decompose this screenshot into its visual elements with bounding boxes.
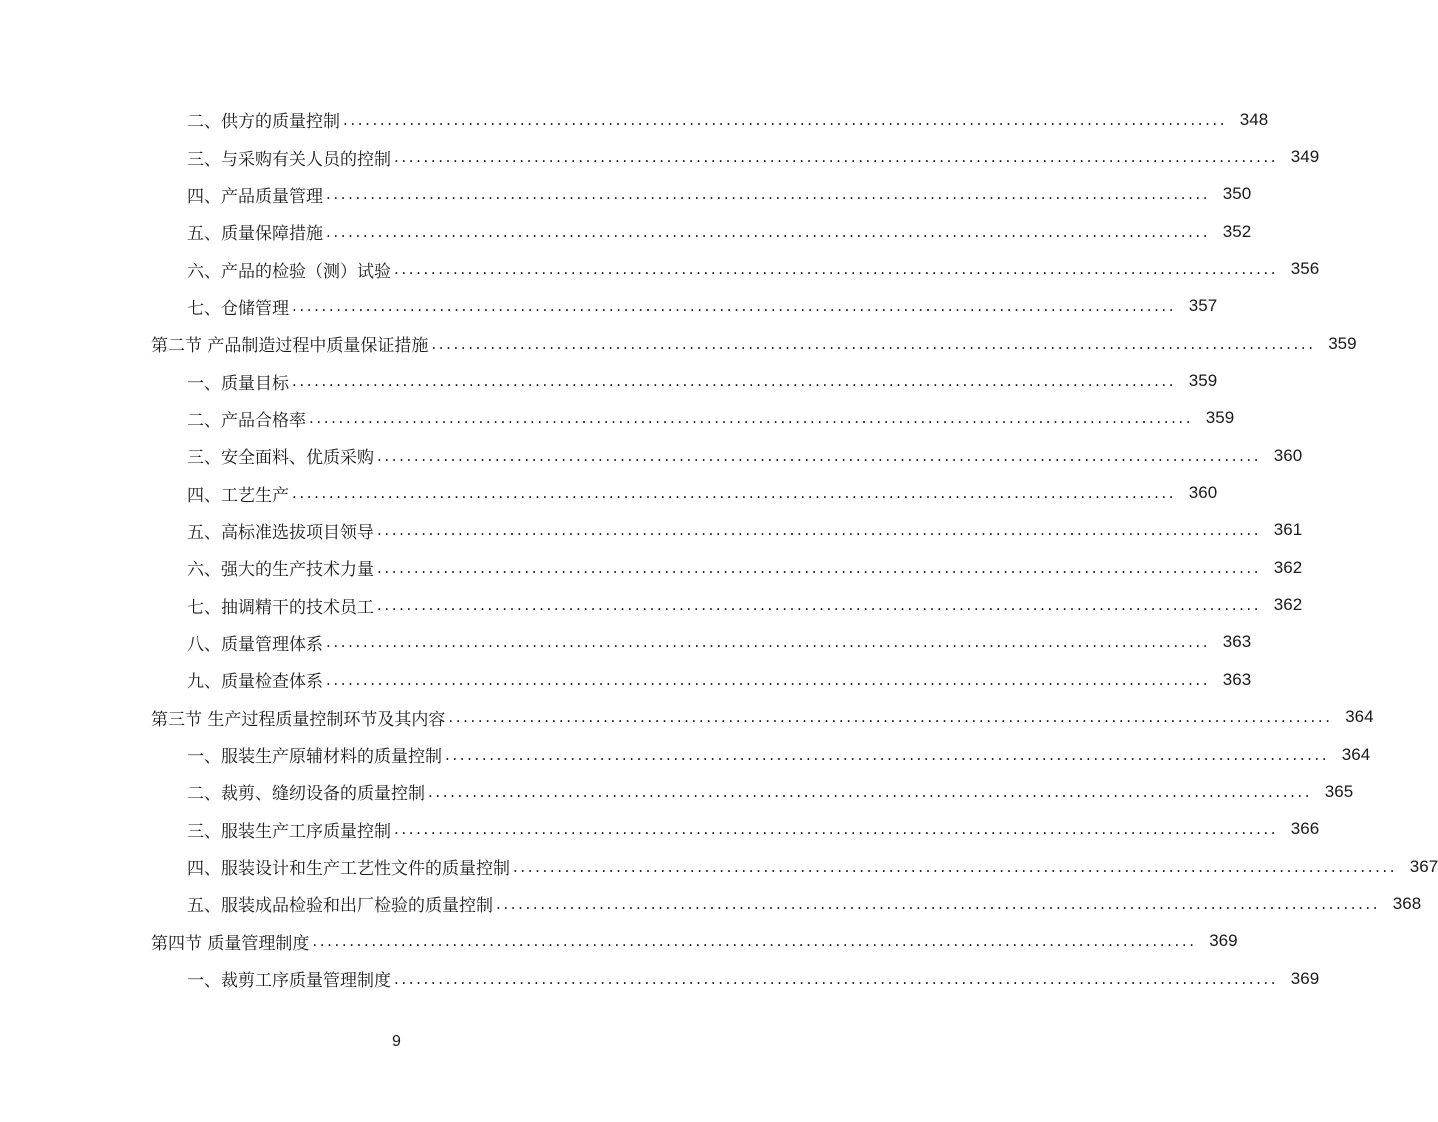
toc-entry-page: 360 bbox=[1273, 445, 1303, 465]
toc-leader-dots: ........................................................................................................................ bbox=[292, 297, 1177, 316]
toc-entry-page: 361 bbox=[1273, 520, 1303, 540]
toc-leader-dots: ........................................................................................................................ bbox=[431, 334, 1316, 353]
toc-entry-page: 359 bbox=[1205, 408, 1235, 428]
toc-entry-title: 五、质量保障措施 bbox=[187, 224, 323, 245]
toc-leader-dots: ........................................................................................................................ bbox=[394, 260, 1279, 279]
toc-entry-page: 363 bbox=[1222, 632, 1252, 652]
toc-entry-title: 二、裁剪、缝纫设备的质量控制 bbox=[187, 784, 425, 805]
toc-entry-title: 九、质量检查体系 bbox=[187, 672, 323, 693]
toc-item-entry[interactable] bbox=[0, 101, 1269, 138]
toc-leader-dots: ........................................................................................................................ bbox=[326, 633, 1211, 652]
toc-entry-page: 364 bbox=[1345, 707, 1374, 727]
toc-item-entry[interactable] bbox=[0, 512, 1303, 549]
toc-item-entry[interactable] bbox=[0, 773, 1354, 810]
toc-leader-dots: ........................................................................................................................ bbox=[448, 708, 1333, 727]
toc-item-entry[interactable] bbox=[0, 736, 1371, 773]
toc-entry-title: 三、服装生产工序质量控制 bbox=[187, 821, 391, 842]
toc-entry-page: 348 bbox=[1239, 109, 1269, 129]
toc-leader-dots: ........................................................................................................................ bbox=[394, 820, 1279, 839]
toc-entry-page: 356 bbox=[1290, 259, 1320, 279]
toc-entry-page: 349 bbox=[1290, 147, 1320, 167]
toc-leader-dots: ........................................................................................................................ bbox=[326, 185, 1211, 204]
toc-leader-dots: ........................................................................................................................ bbox=[377, 446, 1262, 465]
toc-leader-dots: ........................................................................................................................ bbox=[292, 372, 1177, 391]
toc-leader-dots: ........................................................................................................................ bbox=[292, 484, 1177, 503]
toc-entry-title: 一、服装生产原辅材料的质量控制 bbox=[187, 747, 442, 768]
toc-item-entry[interactable] bbox=[0, 213, 1252, 250]
toc-leader-dots: ........................................................................................................................ bbox=[326, 670, 1211, 689]
toc-entry-title: 四、产品质量管理 bbox=[187, 186, 323, 207]
toc-entry-page: 363 bbox=[1222, 669, 1252, 689]
toc-entry-title: 六、强大的生产技术力量 bbox=[187, 560, 374, 581]
toc-entry-title: 五、高标准选拔项目领导 bbox=[187, 522, 374, 543]
toc-entry-page: 367 bbox=[1409, 856, 1438, 876]
toc-entry-title: 四、服装设计和生产工艺性文件的质量控制 bbox=[187, 859, 510, 880]
toc-entry-page: 360 bbox=[1188, 483, 1218, 503]
toc-item-entry[interactable] bbox=[0, 437, 1303, 474]
toc-section-entry[interactable] bbox=[0, 923, 1238, 960]
toc-entry-page: 365 bbox=[1324, 781, 1354, 801]
toc-entry-page: 366 bbox=[1290, 819, 1320, 839]
toc-item-entry[interactable] bbox=[0, 250, 1320, 287]
toc-entry-title: 第二节 产品制造过程中质量保证措施 bbox=[151, 336, 429, 357]
toc-entry-title: 第四节 质量管理制度 bbox=[151, 933, 310, 954]
toc-entry-title: 三、与采购有关人员的控制 bbox=[187, 149, 391, 170]
toc-leader-dots: ........................................................................................................................ bbox=[309, 409, 1194, 428]
toc-leader-dots: ........................................................................................................................ bbox=[445, 745, 1330, 764]
toc-entry-page: 357 bbox=[1188, 296, 1218, 316]
toc-leader-dots: ........................................................................................................................ bbox=[377, 596, 1262, 615]
toc-item-entry[interactable] bbox=[0, 138, 1320, 175]
toc-leader-dots: ........................................................................................................................ bbox=[513, 857, 1398, 876]
toc-entry-page: 359 bbox=[1188, 371, 1218, 391]
toc-section-entry[interactable] bbox=[0, 699, 1374, 736]
toc-item-entry[interactable] bbox=[0, 474, 1218, 511]
toc-entry-title: 二、供方的质量控制 bbox=[187, 112, 340, 133]
toc-leader-dots: ........................................................................................................................ bbox=[343, 110, 1228, 129]
toc-item-entry[interactable] bbox=[0, 288, 1218, 325]
toc-entry-page: 350 bbox=[1222, 184, 1252, 204]
toc-entry-title: 第三节 生产过程质量控制环节及其内容 bbox=[151, 709, 446, 730]
toc-item-entry[interactable] bbox=[0, 848, 1438, 885]
toc-item-entry[interactable] bbox=[0, 624, 1252, 661]
toc-entry-title: 八、质量管理体系 bbox=[187, 634, 323, 655]
toc-entry-page: 369 bbox=[1290, 968, 1320, 988]
toc-entry-title: 一、裁剪工序质量管理制度 bbox=[187, 971, 391, 992]
toc-entry-page: 364 bbox=[1341, 744, 1371, 764]
table-of-contents bbox=[0, 101, 1438, 997]
toc-leader-dots: ........................................................................................................................ bbox=[377, 558, 1262, 577]
toc-leader-dots: ........................................................................................................................ bbox=[326, 222, 1211, 241]
toc-entry-title: 六、产品的检验（测）试验 bbox=[187, 261, 391, 282]
toc-item-entry[interactable] bbox=[0, 176, 1252, 213]
toc-leader-dots: ........................................................................................................................ bbox=[496, 894, 1381, 913]
toc-entry-title: 三、安全面料、优质采购 bbox=[187, 448, 374, 469]
toc-entry-page: 362 bbox=[1273, 557, 1303, 577]
toc-leader-dots: ........................................................................................................................ bbox=[428, 782, 1313, 801]
toc-entry-title: 一、质量目标 bbox=[187, 373, 289, 394]
toc-entry-title: 五、服装成品检验和出厂检验的质量控制 bbox=[187, 896, 493, 917]
toc-item-entry[interactable] bbox=[0, 549, 1303, 586]
toc-item-entry[interactable] bbox=[0, 811, 1320, 848]
toc-entry-title: 七、仓储管理 bbox=[187, 298, 289, 319]
toc-entry-page: 368 bbox=[1392, 893, 1422, 913]
toc-entry-page: 369 bbox=[1209, 931, 1238, 951]
toc-entry-page: 359 bbox=[1328, 333, 1357, 353]
toc-entry-page: 352 bbox=[1222, 221, 1252, 241]
toc-leader-dots: ........................................................................................................................ bbox=[394, 148, 1279, 167]
toc-item-entry[interactable] bbox=[0, 885, 1422, 922]
toc-item-entry[interactable] bbox=[0, 661, 1252, 698]
toc-entry-title: 七、抽调精干的技术员工 bbox=[187, 597, 374, 618]
page-number: 9 bbox=[392, 1033, 401, 1050]
toc-leader-dots: ........................................................................................................................ bbox=[394, 969, 1279, 988]
toc-item-entry[interactable] bbox=[0, 400, 1235, 437]
toc-leader-dots: ........................................................................................................................ bbox=[377, 521, 1262, 540]
toc-leader-dots: ........................................................................................................................ bbox=[312, 932, 1197, 951]
toc-item-entry[interactable] bbox=[0, 362, 1218, 399]
toc-entry-title: 二、产品合格率 bbox=[187, 410, 306, 431]
toc-section-entry[interactable] bbox=[0, 325, 1357, 362]
toc-entry-title: 四、工艺生产 bbox=[187, 485, 289, 506]
toc-item-entry[interactable] bbox=[0, 960, 1320, 997]
toc-item-entry[interactable] bbox=[0, 586, 1303, 623]
toc-entry-page: 362 bbox=[1273, 595, 1303, 615]
